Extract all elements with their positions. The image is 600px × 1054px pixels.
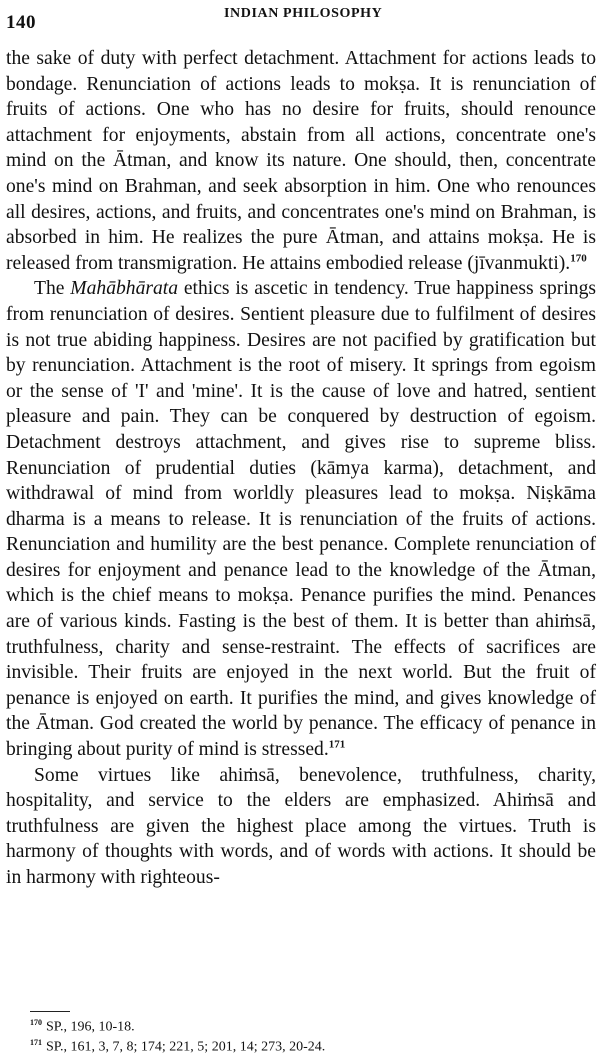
paragraph-1-text: the sake of duty with perfect detachment. Attachment for actions leads to bondage. Renunciation of actions leads to mokṣa. It is renunciation of fruits of actions. One who has no desire for fruits, should renounce attachment for enjoyments, abstain from all actions, concentrate one's mind on the Ātman, and know its nature. One should, then, concentrate one's mind on Brahman, and seek absorption in him. One who renounces all desires, actions, and fruits, and concentrates one's mind on Brahman, is absorbed in him. He realizes the pure Ātman, and attains mokṣa. He is released from transmigration. He attains embodied release (jīvanmukti). (6, 48, 596, 274)
footnote (30, 1015, 590, 1035)
footnote-ref-171: 171 (328, 738, 346, 751)
paragraph-2 (6, 276, 596, 762)
footnote-mark: 170 (30, 1018, 42, 1027)
page-header (6, 6, 594, 32)
work-title: Mahābhārata (70, 278, 179, 300)
footnote-text: SP., 196, 10-18. (46, 1019, 135, 1035)
paragraph-3-text: Some virtues like ahiṁsā, benevolence, truthfulness, charity, hospitality, and service to the elders are emphasized. Ahiṁsā and truthfulness are given the highest place among the virtues. Truth is harmony of thoughts with words, and of words with actions. It should be in harmony with righteous- (6, 764, 596, 888)
footnote-mark: 171 (30, 1037, 42, 1047)
footnote-ref-170: 170 (570, 252, 587, 265)
footnote-text: SP., 161, 3, 7, 8; 174; 221, 5; 201, 14; 273, 20-24. (46, 1039, 326, 1054)
paragraph-1 (6, 46, 596, 276)
page-number: 140 (6, 12, 36, 33)
footnote (30, 1035, 590, 1054)
footnotes (30, 1015, 590, 1054)
paragraph-2-text: ethics is ascetic in tendency. True happiness springs from renunciation of desires. Sentient pleasure due to fulfilment of desires is not true abiding happiness. Desires are not pacified by gratification but by renunciation. Attachment is the root of misery. It springs from egoism or the sense of 'I' and 'mine'. It is the cause of love and hatred, sentient pleasure and pain. They can be conquered by destruction of egoism. Detachment destroys attachment, and gives rise to supreme bliss. Renunciation of prudential duties (kāmya karma), detachment, and withdrawal of mind from worldly pleasures lead to mokṣa. Niṣkāma dharma is a means to release. It is renunciation of the fruits of actions. Renunciation and humility are the best penance. Complete renunciation of desires for enjoyment and penance lead to the knowledge of the Ātman, which is the chief means to mokṣa. Penance purifies the mind. Penances are of various kinds. Fasting is the best of them. It is better than ahiṁsā, truthfulness, charity and sense-restraint. The effects of sacrifices are invisible. Their fruits are enjoyed in the next world. But the fruit of penance is enjoyed on earth. It purifies the mind, and gives knowledge of the Ātman. God created the world by penance. The efficacy of penance in bringing about purity of mind is stressed. (6, 278, 596, 761)
paragraph-3 (6, 763, 596, 891)
paragraph-2-lead: The (34, 278, 71, 300)
footnote-divider (30, 1011, 70, 1012)
body-text (6, 46, 596, 891)
running-head: INDIAN PHILOSOPHY (224, 6, 383, 21)
